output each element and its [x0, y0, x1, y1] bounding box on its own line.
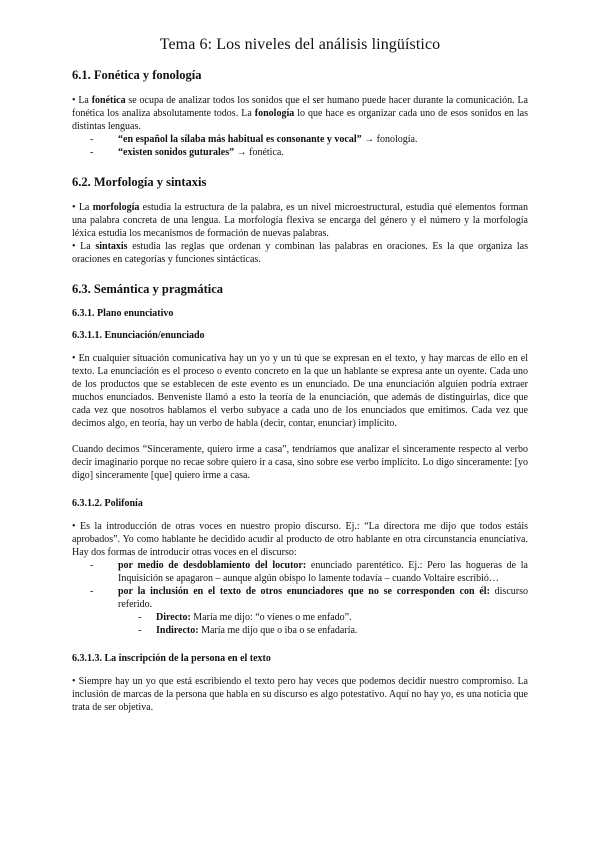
list-item-text: → fonología.	[361, 134, 418, 145]
list-item	[90, 585, 528, 637]
list-item-bold: por medio de desdoblamiento del locutor:	[118, 560, 307, 571]
section-heading-6-3: 6.3. Semántica y pragmática	[72, 282, 224, 296]
section-heading-6-2: 6.2. Morfología y sintaxis	[72, 175, 207, 189]
list-item-bold: por la inclusión en el texto de otros enunciadores que no se corresponden con él:	[118, 586, 490, 597]
section-6-1	[72, 94, 528, 159]
list-item-text: discurso referido.	[118, 586, 528, 610]
list-item-text: enunciado parentético. Ej.: Pero las hogueras de la Inquisición se apagaron – aunque algún obispo lo lamente todavía – cuando Voltaire escribió…	[118, 560, 528, 584]
text: • La	[72, 241, 96, 252]
spacer	[72, 430, 528, 443]
text: lo que hace es organizar cada uno de esos sonidos en las distintas lenguas.	[72, 108, 528, 132]
subsection-heading-6-3-1-1: 6.3.1.1. Enunciación/enunciado	[72, 330, 205, 341]
list-item-text: → fonética.	[234, 147, 284, 158]
section-6-3-1-1	[72, 352, 528, 482]
term-fonetica: fonética	[91, 95, 126, 106]
subsection-heading-6-3-1-3: 6.3.1.3. La inscripción de la persona en el texto	[72, 653, 271, 664]
list-item	[138, 624, 528, 637]
paragraph-inscripcion: • Siempre hay un yo que está escribiendo el texto pero hay veces que podemos decidir nuestro compromiso. La inclusión de marcas de la persona que habla en su discurso es algo potestativo. Aquí no hay yo, es una noticia que trata de ser objetiva.	[72, 676, 528, 713]
list-item-bold: Indirecto:	[156, 625, 199, 636]
example-list	[72, 133, 528, 159]
section-6-3-1-2	[72, 520, 528, 637]
subsection-heading-6-3-1-2: 6.3.1.2. Polifonía	[72, 498, 143, 509]
text: estudia las reglas que ordenan y combinan las palabras en oraciones. Es la que organiza las oraciones en categorías y funciones sintácticas.	[72, 241, 528, 265]
paragraph-enunciacion: • En cualquier situación comunicativa hay un yo y un tú que se expresan en el texto, y hay marcas de ello en el texto. La enunciación es el proceso o evento concreto en la que un hablante se expresa ante un oyente. Cada uno de los productos que se establecen de este evento es un enunciado. De una enunciación alguien podría extraer muchos enunciados. Benveniste llamó a esto la teoría de la enunciación, que además de distinguirlas, dice que cada vez que nosotros hablamos el verbo subyace a cada uno de los enunciados que emitimos. Cada vez que decimos algo, en teoría, hay un verbo de habla (decir, contar, enunciar) implícito.	[72, 353, 528, 429]
discourse-types-list	[118, 611, 528, 637]
list-item-bold: “en español la sílaba más habitual es consonante y vocal”	[118, 134, 362, 145]
paragraph-sintaxis	[72, 240, 528, 266]
text: • La	[72, 202, 93, 213]
subsection-heading-6-3-1: 6.3.1. Plano enunciativo	[72, 308, 174, 319]
list-item	[90, 133, 528, 146]
list-item-text: María me dijo que o iba o se enfadaría.	[198, 625, 358, 636]
section-6-2	[72, 201, 528, 266]
voice-forms-list	[72, 559, 528, 637]
text: se ocupa de analizar todos los sonidos que el ser humano puede hacer durante la comunicación. La fonética los analiza absolutamente todos. La	[72, 95, 528, 119]
page-title: Tema 6: Los niveles del análisis lingüístico	[159, 36, 441, 53]
paragraph-sinceramente: Cuando decimos “Sinceramente, quiero irme a casa”, tendríamos que analizar el sinceramente respecto al verbo decir imaginario porque no recae sobre quiero ir a casa, sino sobre ese verbo implícito. Lo digo sinceramente: [yo digo] sinceramente [que] quiero irme a casa.	[72, 444, 528, 481]
paragraph-morfologia	[72, 201, 528, 240]
paragraph-polifonia: • Es la introducción de otras voces en nuestro propio discurso. Ej.: “La directora me dijo que todos estáis aprobados”. Yo como hablante he decidido acudir al producto de otro hablante en otra circunstancia enunciativa. Hay dos formas de introducir otras voces en el discurso:	[72, 521, 528, 558]
list-item	[90, 146, 528, 159]
term-sintaxis: sintaxis	[95, 241, 128, 252]
text: • La	[72, 95, 92, 106]
section-heading-6-1: 6.1. Fonética y fonología	[72, 68, 202, 82]
section-6-3-1-3	[72, 675, 528, 714]
list-item-text: María me dijo: “o vienes o me enfado”.	[190, 612, 352, 623]
text: estudia la estructura de la palabra, es un nivel microestructural, estudia qué elementos forman una palabra concreta de una lengua. La morfología flexiva se encarga del género y el número y la morfología léxica estudia los mecanismos de formación de nuevas palabras.	[72, 202, 528, 239]
term-fonologia: fonología	[254, 108, 295, 119]
list-item	[138, 611, 528, 624]
paragraph-fonetica	[72, 94, 528, 133]
list-item	[90, 559, 528, 585]
list-item-bold: Directo:	[156, 612, 191, 623]
term-morfologia: morfología	[92, 202, 140, 213]
list-item-bold: “existen sonidos guturales”	[118, 147, 235, 158]
